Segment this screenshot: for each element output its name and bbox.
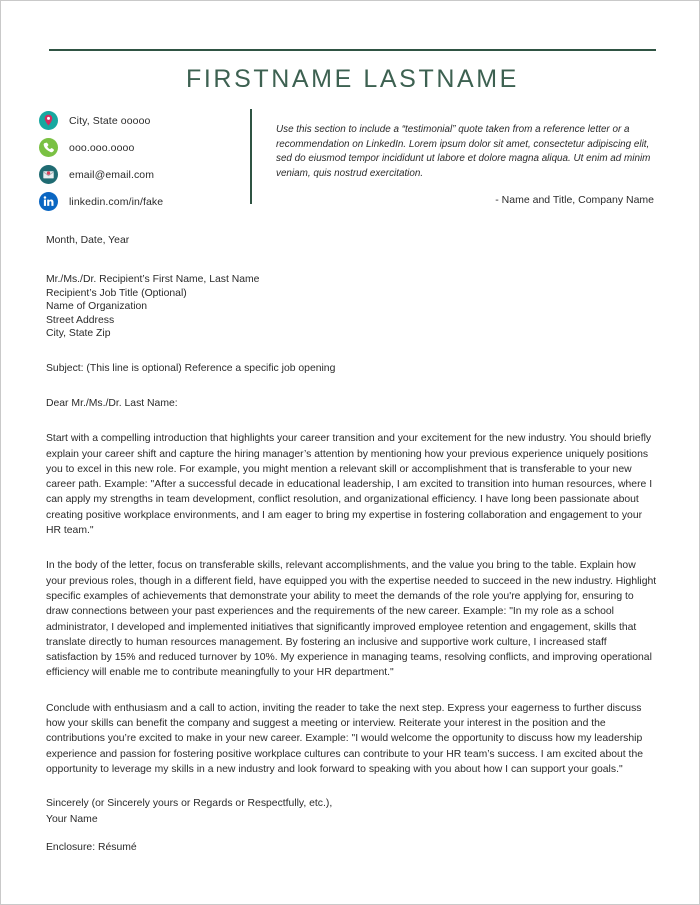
contact-item-linkedin[interactable] — [39, 188, 244, 215]
quote-divider — [250, 109, 252, 204]
page-title: FIRSTNAME LASTNAME — [186, 65, 519, 93]
address-line: Mr./Ms./Dr. Recipient’s First Name, Last Name — [46, 274, 260, 286]
salutation: Dear Mr./Ms./Dr. Last Name: — [46, 397, 178, 409]
page-sheet — [1, 1, 699, 904]
contact-email-label: email@email.com — [69, 168, 155, 181]
linkedin-icon — [39, 192, 58, 211]
contact-list — [39, 107, 244, 215]
location-pin-icon — [39, 111, 58, 130]
address-line: City, State Zip — [46, 328, 111, 340]
contact-item-email[interactable] — [39, 161, 244, 188]
address-line: Recipient’s Job Title (Optional) — [46, 287, 187, 299]
closing-line: Sincerely (or Sincerely yours or Regards or Respectfully, etc.), — [46, 798, 333, 810]
contact-item-location[interactable] — [39, 107, 244, 134]
letter-date: Month, Date, Year — [46, 235, 130, 246]
contact-phone-label: ooo.ooo.oooo — [69, 141, 135, 154]
header-rule — [49, 49, 656, 51]
phone-icon — [39, 138, 58, 157]
body-paragraph-3: Conclude with enthusiasm and a call to action, inviting the reader to take the next step. Express your eagerness to further discuss how your skills can benefit the company and suggest a meeting or interview. Reiterate your interest in the position and the contributions you’re excited to make in your new career. Example: "I would welcome the opportunity to discuss how my leadership experience and passion for fostering positive workplace cultures can contribute to your HR team’s success. I am excited about the opportunity to leverage my skills in a new industry and look forward to speaking with you about how I can support your goals." — [46, 702, 643, 775]
testimonial-quote — [276, 123, 654, 206]
subject-line: Subject: (This line is optional) Reference a specific job opening — [46, 363, 336, 375]
body-paragraph-2: In the body of the letter, focus on transferable skills, relevant accomplishments, and the value you bring to the table. Explain how your previous roles, though in a different field, have equipped you with the expertise needed to succeed in the new industry. Highlight specific examples of achievements that demonstrate your ability to meet the demands of the role you're applying for, ensuring to draw connections between your past experiences and the requirements of the new career. Example: "In my role as a school administrator, I developed and implemented initiatives that significantly improved employee retention and engagement, skills that translate directly to human resources management. By fostering an inclusive and supportive work culture, I increased staff satisfaction by 15% and reduced turnover by 10%. My experience in managing teams, resolving conflicts, and improving operational efficiency will enable me to contribute meaningfully to your HR department." — [46, 560, 657, 679]
quote-attribution: - Name and Title, Company Name — [495, 194, 654, 207]
quote-body: Use this section to include a “testimonial” quote taken from a reference letter or a recommendation on LinkedIn. Lorem ipsum dolor sit amet, consectetur adipiscing elit, sed do eiusmod tempor incididunt ut labore et dolore magna aliqua. Ut enim ad minim veniam, quis nostrud exercitation. — [276, 124, 651, 179]
contact-linkedin-label: linkedin.com/in/fake — [69, 195, 164, 208]
signature-name: Your Name — [46, 814, 98, 825]
email-icon — [39, 165, 58, 184]
address-line: Street Address — [46, 314, 115, 326]
address-line: Name of Organization — [46, 301, 148, 313]
recipient-address — [46, 273, 658, 340]
enclosure-line: Enclosure: Résumé — [46, 842, 137, 853]
letter-body — [46, 234, 658, 811]
contact-item-phone[interactable] — [39, 134, 244, 161]
contact-location-label: City, State ooooo — [69, 114, 151, 127]
body-paragraph-1: Start with a compelling introduction that highlights your career transition and your excitement for the new industry. You should briefly explain your career shift and capture the hiring manager’s attention by mentioning how your previous experience uniquely positions you to excel in this new role. For example, you might mention a relevant skill or accomplishment that is transferable to your new career path. Example: "After a successful decade in educational leadership, I am excited to transition into human resources, where I can apply my strengths in team development, conflict resolution, and organizational efficiency. I have long been passionate about creating positive workplace environments, and I am eager to bring my expertise in fostering collaboration and engagement to your HR team." — [46, 433, 653, 537]
